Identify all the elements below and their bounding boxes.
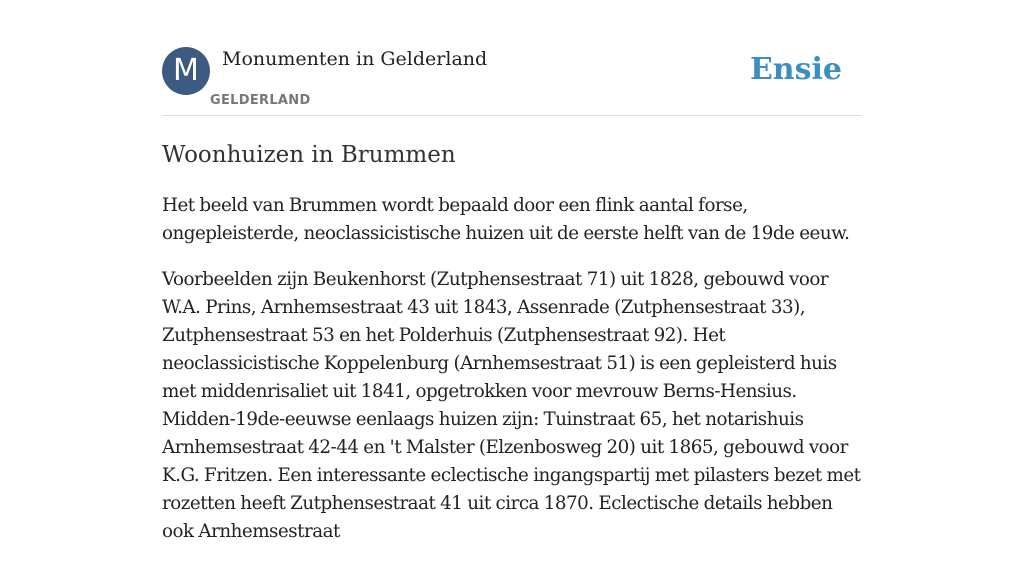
article-title: Woonhuizen in Brummen — [162, 142, 456, 168]
ensie-logo[interactable]: Ensie — [749, 52, 842, 87]
collection-category[interactable]: GELDERLAND — [210, 93, 311, 108]
article-body — [162, 192, 862, 564]
article-paragraph: Het beeld van Brummen wordt bepaald door een flink aantal forse, ongepleisterde, neoclassicistische huizen uit de eerste helft van de 19de eeuw. — [162, 195, 850, 244]
header-divider — [162, 115, 862, 116]
collection-header — [162, 46, 862, 116]
collection-title-link[interactable]: Monumenten in Gelderland — [222, 48, 488, 70]
article-paragraph: Voorbeelden zijn Beukenhorst (Zutphensestraat 71) uit 1828, gebouwd voor W.A. Prins, Arnhemsestraat 43 uit 1843, Assenrade (Zutphensestraat 33), Zutphensestraat 53 en het Polderhuis (Zutphensestraat 92). Het neoclassicistische Koppelenburg (Arnhemsestraat 51) is een gepleisterd huis met middenrisaliet uit 1841, opgetrokken voor mevrouw Berns-Hensius. Midden-19de-eeuwse eenlaags huizen zijn: Tuinstraat 65, het notarishuis Arnhemsestraat 42-44 en 't Malster (Elzenbosweg 20) uit 1865, gebouwd voor K.G. Fritzen. Een interessante eclectische ingangspartij met pilasters bezet met rozetten heeft Zutphensestraat 41 uit circa 1870. Eclectische details hebben ook Arnhemsestraat — [162, 269, 861, 542]
collection-avatar[interactable]: M — [162, 47, 210, 95]
